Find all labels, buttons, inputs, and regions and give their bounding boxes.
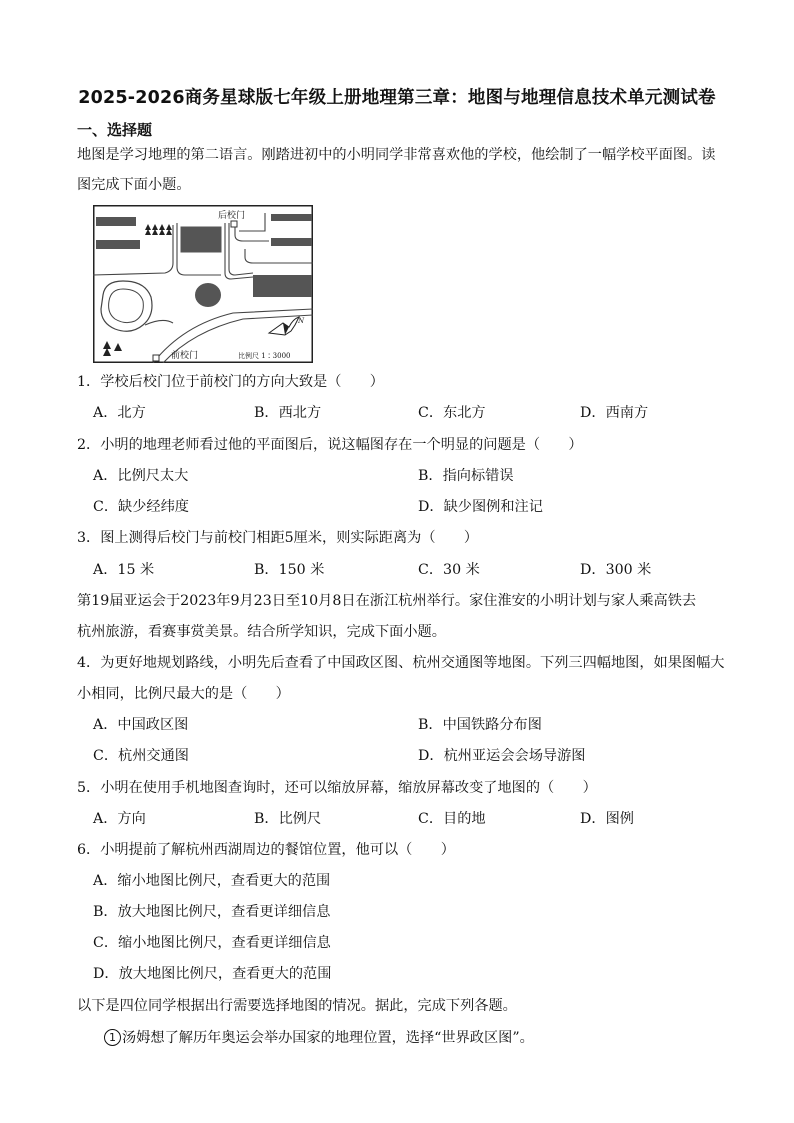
q1-option-d[interactable]: D．西南方	[580, 405, 649, 421]
building	[271, 214, 312, 221]
q2-option-d[interactable]: D．缺少图例和注记	[418, 499, 543, 515]
question-6-stem: 6．小明提前了解杭州西湖周边的餐馆位置，他可以（ ）	[77, 842, 455, 858]
q5-option-b[interactable]: B．比例尺	[254, 811, 322, 827]
building	[96, 240, 140, 249]
question-4-stem-line-2: 小相同，比例尺最大的是（ ）	[77, 686, 290, 702]
q2-option-b[interactable]: B．指向标错误	[418, 468, 514, 484]
page-title: 2025-2026商务星球版七年级上册地理第三章：地图与地理信息技术单元测试卷	[78, 88, 716, 108]
intro-paragraph-2-line-1: 第19届亚运会于2023年9月23日至10月8日在浙江杭州举行。家住淮安的小明计划与家人乘高铁去	[77, 593, 697, 609]
question-5-stem: 5．小明在使用手机地图查询时，还可以缩放屏幕，缩放屏幕改变了地图的（ ）	[77, 780, 597, 796]
question-1-stem: 1．学校后校门位于前校门的方向大致是（ ）	[77, 374, 384, 390]
item-text: 汤姆想了解历年奥运会举办国家的地理位置，选择“世界政区图”。	[122, 1030, 534, 1046]
q6-option-d[interactable]: D．放大地图比例尺，查看更大的范围	[93, 966, 332, 982]
item-number-badge: 1	[104, 1029, 121, 1046]
question-2-stem: 2．小明的地理老师看过他的平面图后，说这幅图存在一个明显的问题是（ ）	[77, 437, 583, 453]
q1-option-b[interactable]: B．西北方	[254, 405, 322, 421]
q2-option-c[interactable]: C．缺少经纬度	[93, 499, 189, 515]
q4-option-a[interactable]: A．中国政区图	[93, 717, 189, 733]
q5-option-d[interactable]: D．图例	[580, 811, 634, 827]
q3-option-b[interactable]: B．150 米	[254, 562, 325, 578]
q4-option-b[interactable]: B．中国铁路分布图	[418, 717, 542, 733]
q2-option-a[interactable]: A．比例尺太大	[93, 468, 189, 484]
q3-option-c[interactable]: C．30 米	[418, 562, 480, 578]
q6-option-a[interactable]: A．缩小地图比例尺，查看更大的范围	[93, 873, 331, 889]
q1-option-c[interactable]: C．东北方	[418, 405, 486, 421]
north-label: N	[298, 317, 305, 325]
building	[180, 226, 222, 253]
building	[253, 275, 312, 297]
q3-option-d[interactable]: D．300 米	[580, 562, 652, 578]
section-heading: 一、选择题	[77, 121, 153, 139]
intro-paragraph-1-line-2: 图完成下面小题。	[77, 177, 191, 193]
school-plan-map	[93, 205, 313, 363]
question-4-stem-line-1: 4．为更好地规划路线，小明先后查看了中国政区图、杭州交通图等地图。下列三四幅地图，如果图幅大	[77, 655, 725, 671]
building	[96, 217, 136, 226]
intro-paragraph-1-line-1: 地图是学习地理的第二语言。刚踏进初中的小明同学非常喜欢他的学校，他绘制了一幅学校平面图。读	[77, 147, 716, 163]
front-gate-label: 前校门	[171, 351, 199, 361]
q4-option-c[interactable]: C．杭州交通图	[93, 748, 189, 764]
back-gate-label: 后校门	[218, 211, 246, 221]
q6-option-b[interactable]: B．放大地图比例尺，查看更详细信息	[93, 904, 331, 920]
question-3-stem: 3．图上测得后校门与前校门相距5厘米，则实际距离为（ ）	[77, 530, 479, 546]
scale-label: 比例尺 1∶3000	[238, 352, 291, 360]
q3-option-a[interactable]: A．15 米	[93, 562, 155, 578]
pond	[195, 283, 221, 307]
intro-paragraph-3: 以下是四位同学根据出行需要选择地图的情况。据此，完成下列各题。	[77, 998, 517, 1014]
q5-option-a[interactable]: A．方向	[93, 811, 146, 827]
building	[271, 238, 312, 246]
list-item	[104, 1028, 534, 1048]
q1-option-a[interactable]: A．北方	[93, 405, 146, 421]
q6-option-c[interactable]: C．缩小地图比例尺，查看更详细信息	[93, 935, 331, 951]
intro-paragraph-2-line-2: 杭州旅游，看赛事赏美景。结合所学知识，完成下面小题。	[77, 624, 446, 640]
q4-option-d[interactable]: D．杭州亚运会会场导游图	[418, 748, 586, 764]
q5-option-c[interactable]: C．目的地	[418, 811, 486, 827]
